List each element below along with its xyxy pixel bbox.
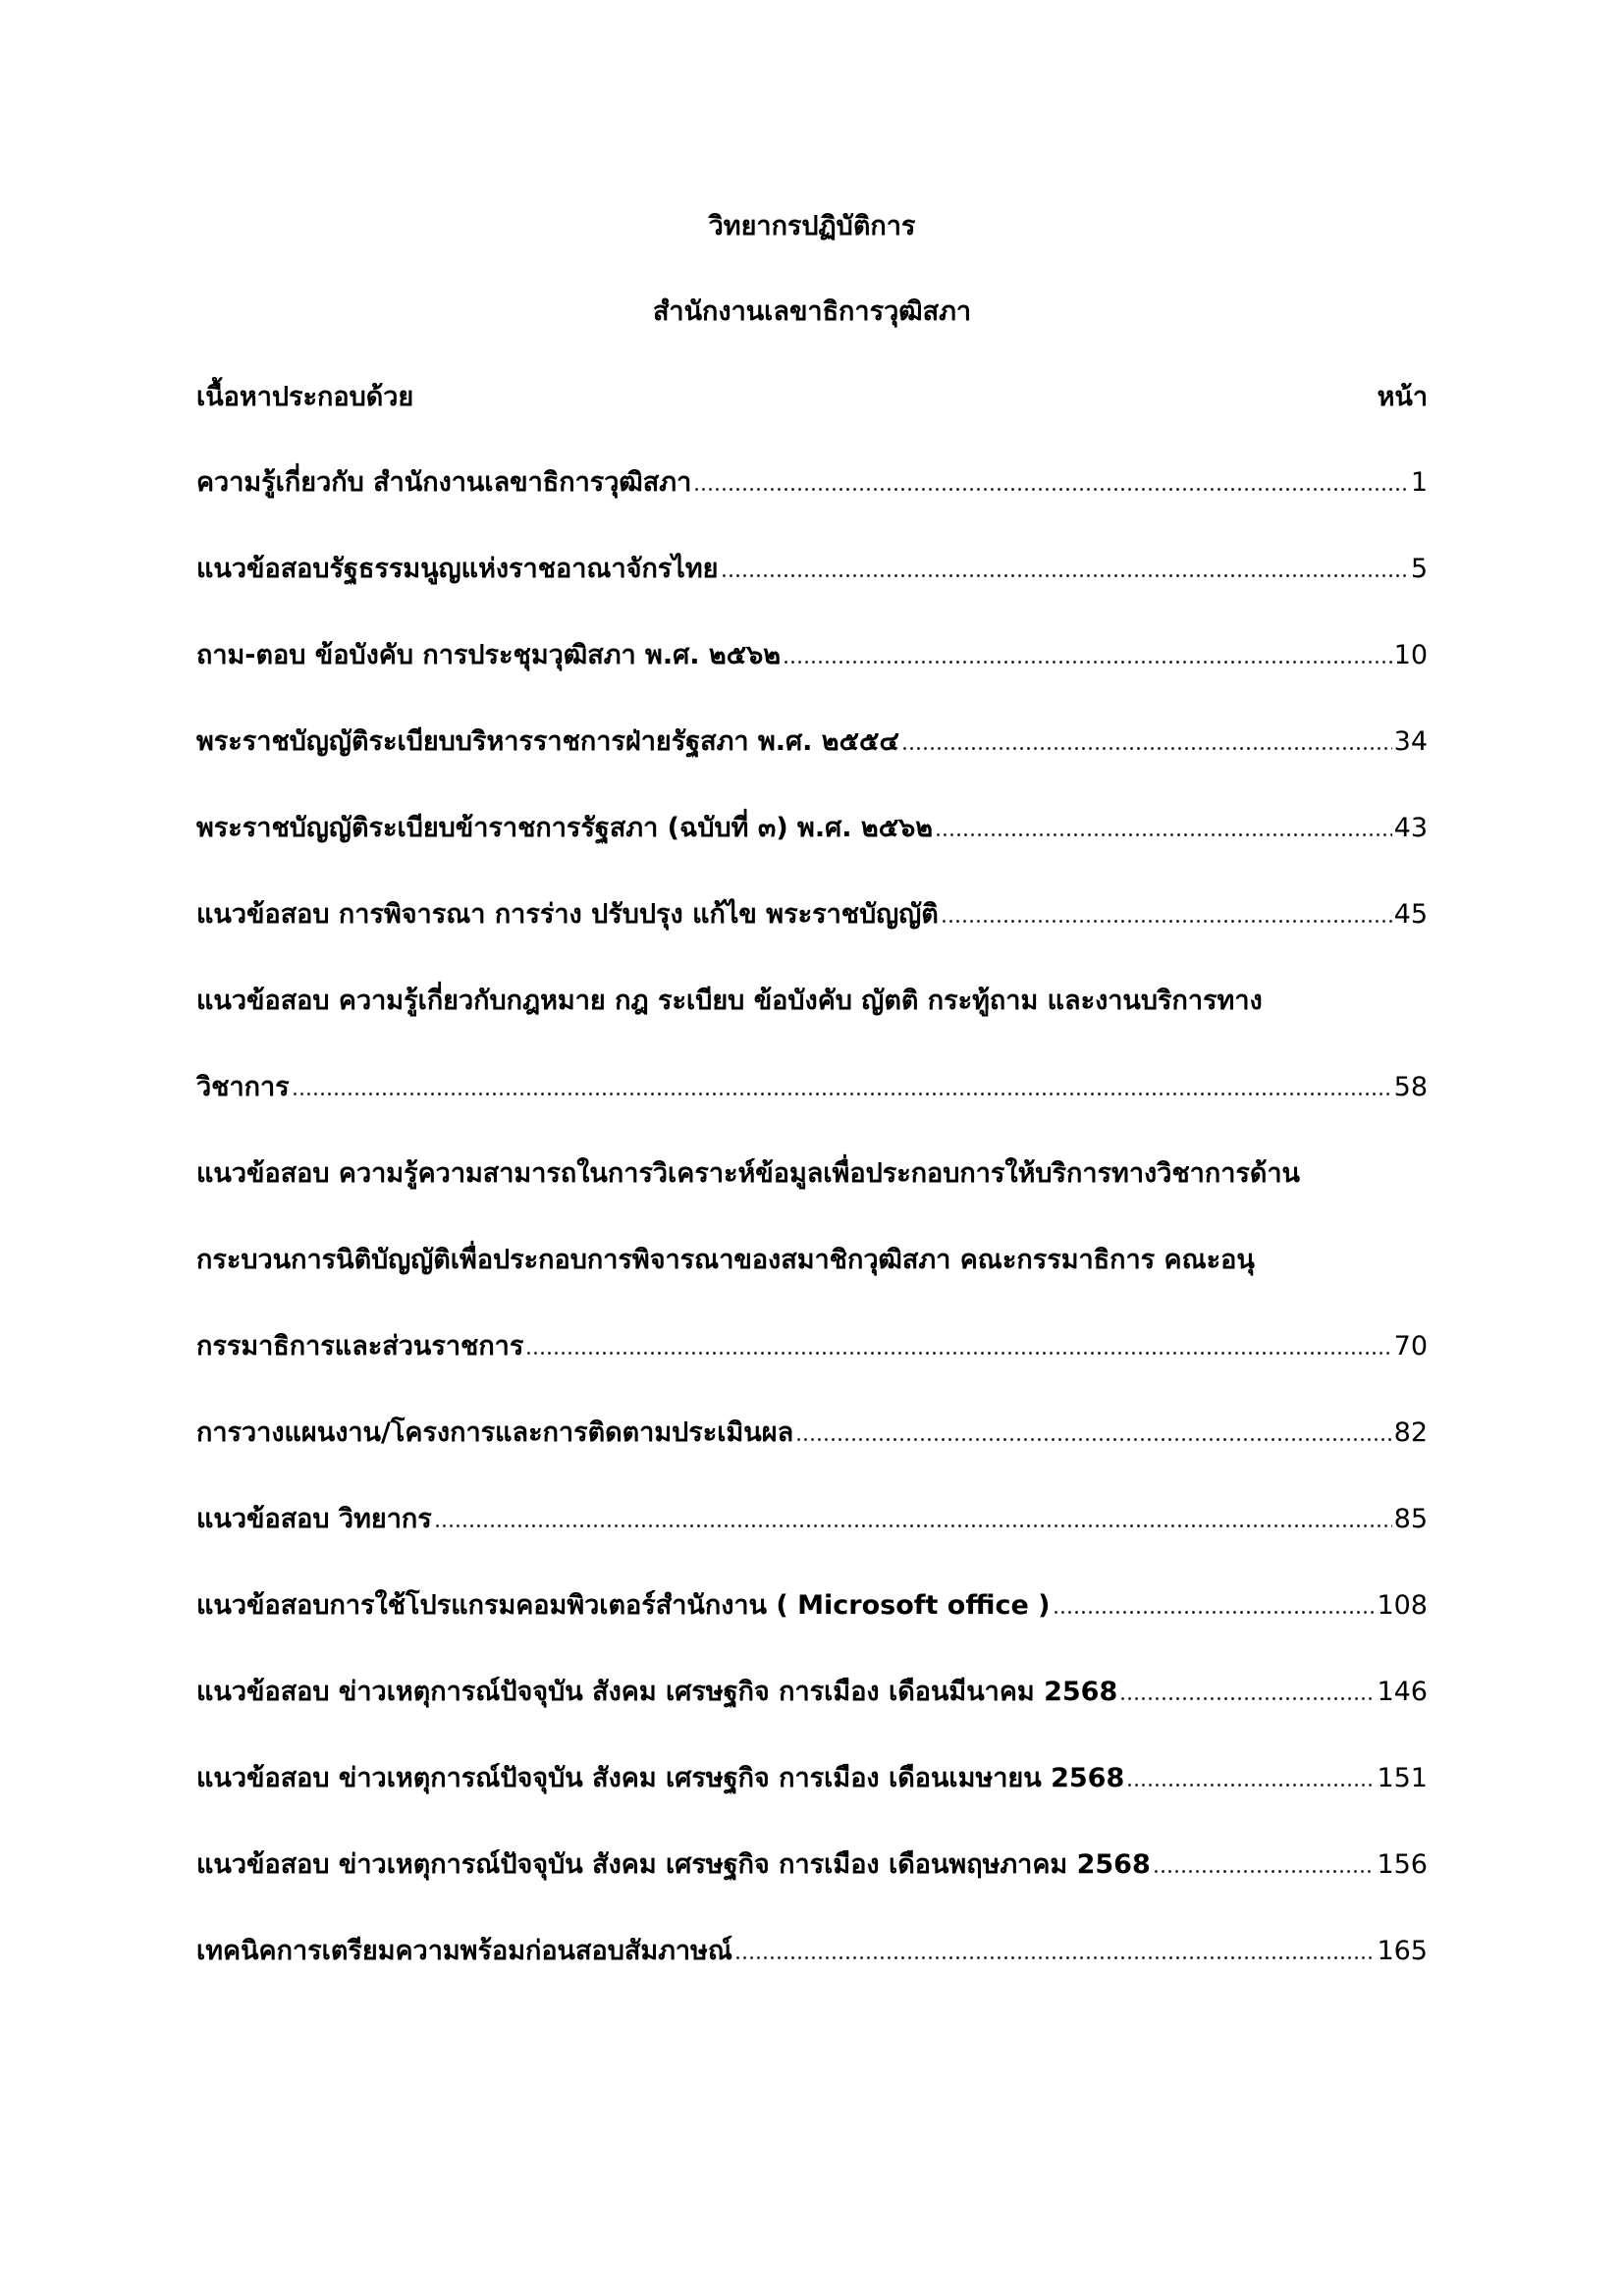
toc-entry [196,1675,1428,1761]
dot-leader [525,1329,1391,1356]
toc-page-number: 45 [1393,899,1428,930]
toc-entry [196,724,1428,811]
toc-page-number: 151 [1377,1763,1428,1793]
dot-leader [795,1415,1392,1442]
toc-entry-title: วิชาการ [196,1072,290,1102]
toc-entry [196,897,1428,984]
document-title: วิทยากรปฏิบัติการ [708,211,916,241]
toc-page-number: 58 [1393,1072,1428,1102]
dot-leader [693,465,1409,492]
toc-entry-title: การวางแผนงาน/โครงการและการติดตามประเมินผล [196,1417,794,1448]
dot-leader [1153,1847,1376,1874]
toc-entry [196,1415,1428,1502]
toc-entry-continuation [196,984,1428,1070]
dot-leader [935,811,1392,837]
toc-entry [196,1847,1428,1934]
toc-entry [196,1502,1428,1588]
table-of-contents [196,465,1428,2020]
toc-entry-title: กระบวนการนิติบัญญัติเพื่อประกอบการพิจารณาของสมาชิกวุฒิสภา คณะกรรมาธิการ คณะอนุ [196,1245,1255,1275]
toc-entry-title: แนวข้อสอบ ข่าวเหตุการณ์ปัจจุบัน สังคม เศรษฐกิจ การเมือง เดือนพฤษภาคม 2568 [196,1849,1151,1880]
toc-entry-title: ความรู้เกี่ยวกับ สำนักงานเลขาธิการวุฒิสภา [196,467,692,498]
toc-page-number: 156 [1377,1849,1428,1880]
toc-entry [196,1588,1428,1675]
toc-entry-title: พระราชบัญญัติระเบียบบริหารราชการฝ่ายรัฐสภา พ.ศ. ๒๕๕๔ [196,726,899,757]
dot-leader [434,1502,1392,1528]
dot-leader [941,897,1392,924]
toc-entry-title: แนวข้อสอบ การพิจารณา การร่าง ปรับปรุง แก้ไข พระราชบัญญัติ [196,899,939,930]
toc-page-number: 146 [1377,1677,1428,1707]
toc-entry [196,1070,1428,1156]
toc-entry-title: แนวข้อสอบรัฐธรรมนูญแห่งราชอาณาจักรไทย [196,554,719,584]
toc-entry-title: แนวข้อสอบ ความรู้ความสามารถในการวิเคราะห์ข้อมูลเพื่อประกอบการให้บริการทางวิชาการด้าน [196,1158,1301,1189]
toc-entry-title: กรรมาธิการและส่วนราชการ [196,1331,524,1362]
toc-page-number: 108 [1377,1590,1428,1621]
toc-page-number: 5 [1410,554,1428,584]
toc-entry [196,1329,1428,1415]
toc-entry [196,552,1428,638]
dot-leader [721,552,1409,578]
toc-entry-title: แนวข้อสอบ วิทยากร [196,1504,432,1534]
toc-page-number: 10 [1393,640,1428,670]
dot-leader [1119,1675,1375,1701]
toc-entry-title: เทคนิคการเตรียมความพร้อมก่อนสอบสัมภาษณ์ [196,1936,732,1966]
toc-entry-title: แนวข้อสอบการใช้โปรแกรมคอมพิวเตอร์สำนักงาน ( Microsoft office ) [196,1590,1051,1621]
toc-entry-title: แนวข้อสอบ ข่าวเหตุการณ์ปัจจุบัน สังคม เศรษฐกิจ การเมือง เดือนมีนาคม 2568 [196,1677,1118,1707]
toc-page-number: 165 [1377,1936,1428,1966]
toc-entry-title: พระราชบัญญัติระเบียบข้าราชการรัฐสภา (ฉบับที่ ๓) พ.ศ. ๒๕๖๒ [196,813,934,843]
toc-page-number: 70 [1393,1331,1428,1362]
toc-entry [196,1761,1428,1847]
toc-entry [196,465,1428,552]
toc-header [196,380,1428,415]
toc-page-number: 43 [1393,813,1428,843]
dot-leader [734,1934,1376,1960]
document-subtitle: สำนักงานเลขาธิการวุฒิสภา [652,296,972,327]
contents-header: เนื้อหาประกอบด้วย [196,382,414,412]
dot-leader [783,638,1392,665]
toc-entry [196,1934,1428,2020]
toc-entry [196,811,1428,897]
toc-entry-continuation [196,1243,1428,1329]
toc-page-number: 82 [1393,1417,1428,1448]
toc-page-number: 1 [1410,467,1428,498]
toc-entry [196,638,1428,724]
toc-entry-title: แนวข้อสอบ ข่าวเหตุการณ์ปัจจุบัน สังคม เศรษฐกิจ การเมือง เดือนเมษายน 2568 [196,1763,1125,1793]
toc-entry-continuation [196,1156,1428,1243]
dot-leader [292,1070,1392,1096]
toc-entry-title: ถาม-ตอบ ข้อบังคับ การประชุมวุฒิสภา พ.ศ. ๒๕๖๒ [196,640,782,670]
dot-leader [1053,1588,1376,1615]
toc-page-number: 85 [1393,1504,1428,1534]
dot-leader [1126,1761,1375,1788]
dot-leader [901,724,1392,751]
page-column-header: หน้า [1377,382,1428,412]
toc-page-number: 34 [1393,726,1428,757]
toc-entry-title: แนวข้อสอบ ความรู้เกี่ยวกับกฎหมาย กฎ ระเบียบ ข้อบังคับ ญัตติ กระทู้ถาม และงานบริการทาง [196,986,1263,1016]
